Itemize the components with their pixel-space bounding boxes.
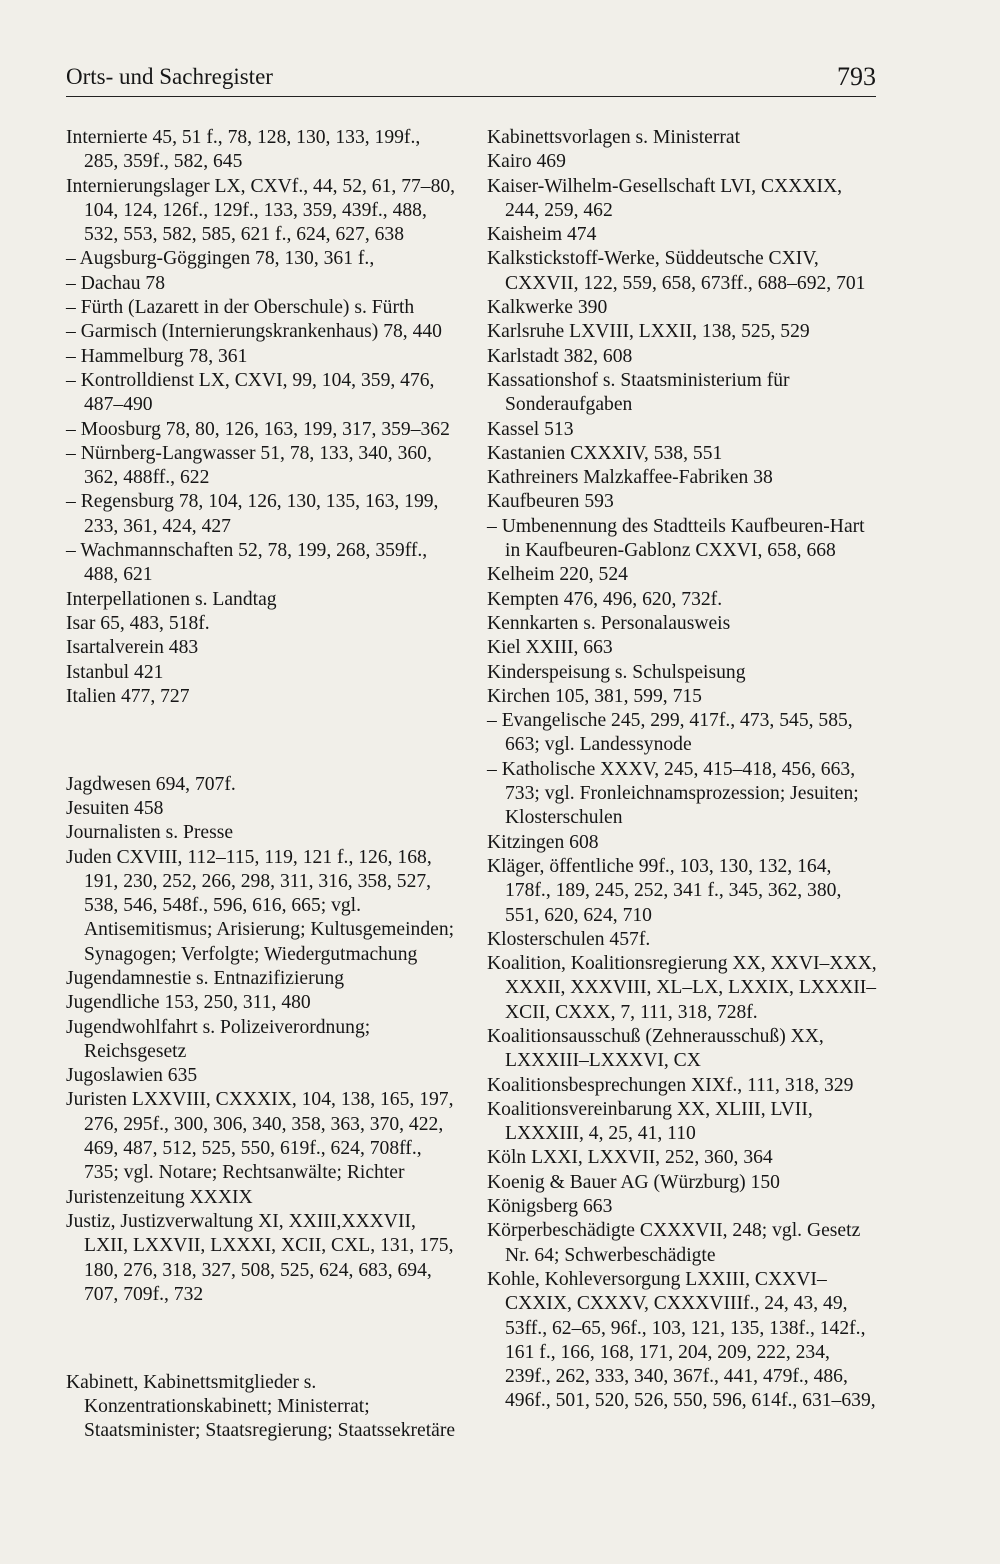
index-entry: Interpellationen s. Landtag (66, 588, 277, 610)
index-entry: Isar 65, 483, 518f. (66, 612, 210, 634)
index-entry: Koenig & Bauer AG (Würzburg) 150 (487, 1171, 780, 1193)
index-entry: Kohle, Kohleversorgung LXXIII, CXXVI–CXXIX, CXXXV, CXXXVIIIf., 24, 43, 49, 53ff., 62–65, 96f., 103, 121, 135, 138f., 142f., 161 f., 166, 168, 171, 204, 209, 222, 234, 239f., 262, 333, 340, 367f., 441, 479f., 486, 496f., 501, 520, 526, 550, 596, 614f., 631–639, (487, 1268, 876, 1412)
index-entry: Justiz, Justizverwaltung XI, XXIII,XXXVII, LXII, LXXVII, LXXXI, XCII, CXL, 131, 175, 180, 276, 318, 327, 508, 525, 624, 683, 694, 707, 709f., 732 (66, 1210, 454, 1305)
index-entry: Kalkwerke 390 (487, 297, 608, 319)
index-column-left (66, 126, 458, 1444)
index-entry: Koalition, Koalitionsregierung XX, XXVI–XXX, XXXII, XXXVIII, XL–LX, LXXIX, LXXXII–XCII, CXXX, 7, 111, 318, 728f. (487, 953, 877, 1023)
index-entry: Kläger, öffentliche 99f., 103, 130, 132, 164, 178f., 189, 245, 252, 341 f., 345, 362, 380, 551, 620, 624, 710 (487, 855, 842, 926)
index-entry: Koalitionsvereinbarung XX, XLIII, LVII, LXXXIII, 4, 25, 41, 110 (487, 1098, 813, 1145)
index-subentry: – Hammelburg 78, 361 (66, 345, 248, 367)
index-subentry: – Augsburg-Göggingen 78, 130, 361 f., (66, 248, 375, 270)
page-number: 793 (837, 62, 876, 91)
index-entry: Italien 477, 727 (66, 685, 190, 707)
index-entry: Jugendliche 153, 250, 311, 480 (66, 992, 311, 1014)
index-entry: Kassationshof s. Staatsministerium für Sonderaufgaben (487, 369, 790, 416)
index-entry: Kennkarten s. Personalausweis (487, 612, 731, 634)
index-entry: Kaiser-Wilhelm-Gesellschaft LVI, CXXXIX, 244, 259, 462 (487, 175, 843, 221)
index-entry: Kelheim 220, 524 (487, 564, 628, 586)
index-entry: Kirchen 105, 381, 599, 715 (487, 685, 702, 707)
index-entry: Kabinettsvorlagen s. Ministerrat (487, 127, 741, 148)
index-entry: Juden CXVIII, 112–115, 119, 121 f., 126, 168, 191, 230, 252, 266, 298, 311, 316, 358, 527, 538, 546, 548f., 596, 616, 665; vgl. Antisemitismus; Arisierung; Kultusgemeinden; Synagogen; Verfolgte; Wiedergutmachung (66, 846, 455, 965)
index-entry: Internierte 45, 51 f., 78, 128, 130, 133, 199f., 285, 359f., 582, 645 (66, 127, 421, 173)
index-entry: Karlstadt 382, 608 (487, 345, 633, 367)
index-subentry: – Wachmannschaften 52, 78, 199, 268, 359ff., 488, 621 (66, 540, 428, 586)
index-entry: Kathreiners Malzkaffee-Fabriken 38 (487, 467, 773, 489)
index-subentry: – Evangelische 245, 299, 417f., 473, 545, 585, 663; vgl. Landessynode (487, 710, 853, 756)
index-entry: Jagdwesen 694, 707f. (66, 773, 236, 795)
index-entry: Kaisheim 474 (487, 224, 597, 246)
index-entry: Kinderspeisung s. Schulspeisung (487, 661, 746, 683)
index-entry: Kalkstickstoff-Werke, Süddeutsche CXIV, CXXVII, 122, 559, 658, 673ff., 688–692, 701 (487, 248, 866, 294)
index-entry: Jugendwohlfahrt s. Polizeiverordnung; Reichsgesetz (66, 1016, 371, 1062)
index-entry: Internierungslager LX, CXVf., 44, 52, 61, 77–80, 104, 124, 126f., 129f., 133, 359, 439f., 488, 532, 553, 582, 585, 621 f., 624, 627, 638 (66, 175, 456, 246)
index-subentry: – Dachau 78 (66, 272, 166, 294)
index-entry: Köln LXXI, LXXVII, 252, 360, 364 (487, 1147, 773, 1169)
index-column-right (487, 126, 879, 1414)
index-entry: Kabinett, Kabinettsmitglieder s. Konzentrationskabinett; Ministerrat; Staatsminister; Staatsregierung; Staatssekretäre (66, 1371, 456, 1442)
index-entry: Körperbeschädigte CXXXVII, 248; vgl. Gesetz Nr. 64; Schwerbeschädigte (487, 1220, 861, 1266)
index-entry: Koalitionsbesprechungen XIXf., 111, 318, 329 (487, 1074, 854, 1096)
running-title: Orts- und Sachregister (66, 64, 273, 89)
index-entry: Kairo 469 (487, 151, 566, 173)
index-subentry: – Kontrolldienst LX, CXVI, 99, 104, 359, 476, 487–490 (66, 369, 435, 416)
index-subentry: – Garmisch (Internierungskrankenhaus) 78, 440 (66, 321, 442, 343)
index-entry: Jesuiten 458 (66, 797, 164, 819)
index-entry: Jugendamnestie s. Entnazifizierung (66, 967, 345, 989)
index-entry: Klosterschulen 457f. (487, 928, 651, 950)
index-subentry: – Moosburg 78, 80, 126, 163, 199, 317, 359–362 (66, 418, 450, 440)
letter-section-gap (66, 1327, 458, 1351)
index-entry: Kiel XXIII, 663 (487, 637, 613, 659)
index-entry: Kastanien CXXXIV, 538, 551 (487, 442, 723, 464)
index-entry: Juristenzeitung XXXIX (66, 1186, 253, 1208)
index-subentry: – Umbenennung des Stadtteils Kaufbeuren-Hart in Kaufbeuren-Gablonz CXXVI, 658, 668 (487, 515, 865, 562)
index-entry: Kassel 513 (487, 418, 574, 440)
index-entry: Isartalverein 483 (66, 637, 199, 659)
index-entry: Königsberg 663 (487, 1196, 613, 1218)
index-subentry: – Katholische XXXV, 245, 415–418, 456, 663, 733; vgl. Fronleichnamsprozession; Jesuiten; Klosterschulen (487, 758, 859, 829)
index-entry: Istanbul 421 (66, 661, 164, 683)
index-entry: Koalitionsausschuß (Zehnerausschuß) XX, LXXXIII–LXXXVI, CX (487, 1025, 824, 1072)
running-header (66, 62, 876, 97)
index-subentry: – Fürth (Lazarett in der Oberschule) s. Fürth (66, 297, 415, 319)
index-entry: Karlsruhe LXVIII, LXXII, 138, 525, 529 (487, 321, 810, 343)
index-entry: Kitzingen 608 (487, 831, 599, 853)
index-entry: Kempten 476, 496, 620, 732f. (487, 588, 723, 610)
index-entry: Journalisten s. Presse (66, 822, 234, 844)
index-entry: Juristen LXXVIII, CXXXIX, 104, 138, 165, 197, 276, 295f., 300, 306, 340, 358, 363, 370, 422, 469, 487, 512, 525, 550, 619f., 624, 708ff., 735; vgl. Notare; Rechtsanwälte; Richter (66, 1089, 454, 1184)
index-entry: Jugoslawien 635 (66, 1065, 198, 1087)
index-subentry: – Nürnberg-Langwasser 51, 78, 133, 340, 360, 362, 488ff., 622 (66, 442, 432, 489)
index-entry: Kaufbeuren 593 (487, 491, 614, 513)
index-subentry: – Regensburg 78, 104, 126, 130, 135, 163, 199, 233, 361, 424, 427 (66, 491, 439, 537)
letter-section-gap (66, 729, 458, 753)
